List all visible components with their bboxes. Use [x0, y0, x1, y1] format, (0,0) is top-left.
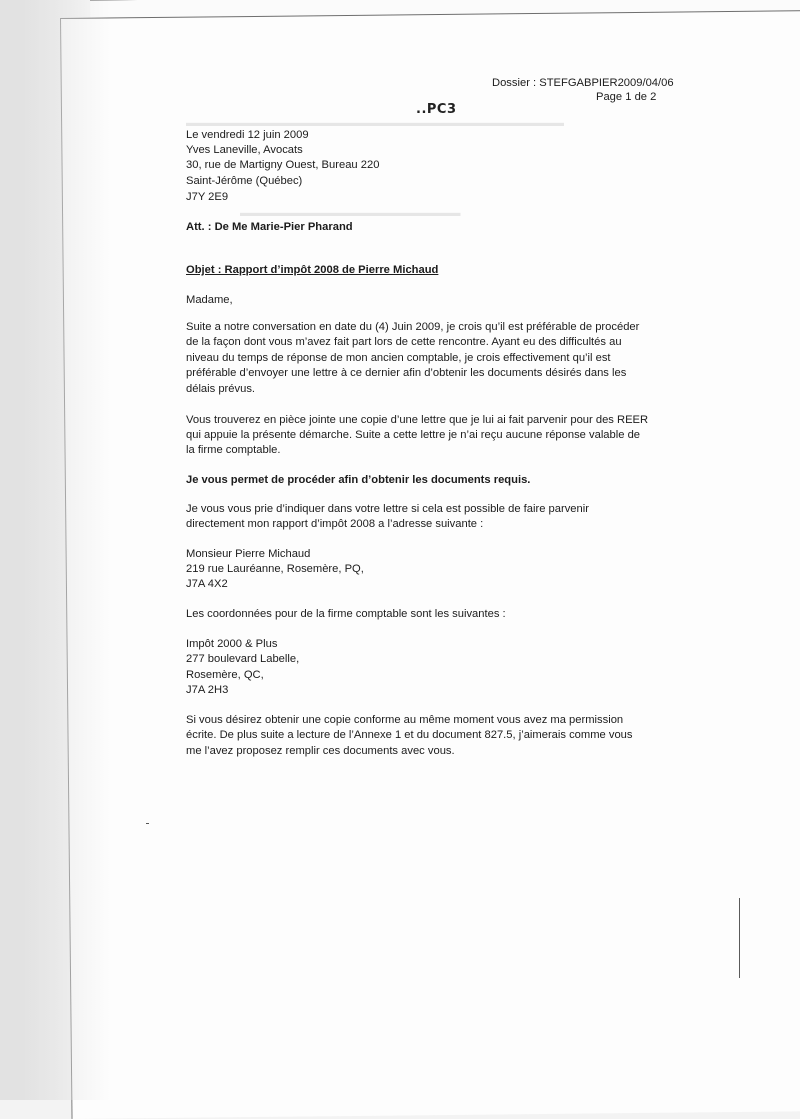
recipient-name: Monsieur Pierre Michaud	[186, 548, 311, 560]
permission-statement: Je vous permet de procéder afin d’obtenir les documents requis.	[186, 474, 531, 486]
paragraph-6-line: écrite. De plus suite a lecture de l’Annexe 1 et du document 827.5, j’aimerais comme vous	[186, 729, 633, 741]
salutation: Madame,	[186, 294, 233, 306]
firm-intro: Les coordonnées pour de la firme comptable sont les suivantes :	[186, 608, 506, 620]
firm-city: Rosemère, QC,	[186, 669, 264, 681]
paragraph-1-line: de la façon dont vous m’avez fait part lors de cette rencontre. Ayant eu des difficultés au	[186, 336, 622, 348]
firm-postal: J7A 2H3	[186, 684, 229, 696]
paragraph-2-line: qui appuie la présente démarche. Suite a cette lettre je n’ai reçu aucune réponse valable de	[186, 429, 641, 441]
recipient-postal: J7A 4X2	[186, 578, 228, 590]
paragraph-1-line: Suite a notre conversation en date du (4) Juin 2009, je crois qu’il est préférable de procéder	[186, 321, 640, 333]
sender-postal-code: J7Y 2E9	[186, 191, 229, 203]
paper-shadow	[0, 0, 110, 1100]
paragraph-4-line: directement mon rapport d’impôt 2008 a l’adresse suivante :	[186, 518, 484, 530]
sender-address-line-1: 30, rue de Martigny Ouest, Bureau 220	[186, 159, 380, 171]
subject-line: Objet : Rapport d’impôt 2008 de Pierre Michaud	[186, 264, 439, 276]
bleed-through-text: ▬▬▬▬▬▬▬▬▬▬▬▬▬▬▬▬▬▬▬▬▬	[240, 207, 461, 219]
paragraph-1-line: niveau du temps de réponse de mon ancien comptable, je crois effectivement qu’il est	[186, 352, 611, 364]
handwritten-annotation: ..PC3	[416, 102, 457, 117]
paragraph-2-line: la firme comptable.	[186, 444, 281, 456]
paragraph-1-line: préférable d’envoyer une lettre à ce dernier afin d’obtenir les documents désirés dans les	[186, 367, 627, 379]
paragraph-6-line: me l’avez proposez remplir ces documents avec vous.	[186, 745, 455, 757]
paragraph-4-line: Je vous vous prie d’indiquer dans votre lettre si cela est possible de faire parvenir	[186, 503, 589, 515]
scan-line-artifact	[739, 898, 740, 978]
attention-line: Att. : De Me Marie-Pier Pharand	[186, 221, 353, 233]
paragraph-2-line: Vous trouverez en pièce jointe une copie d’une lettre que je lui ai fait parvenir pour des REER	[186, 414, 649, 426]
letter-date: Le vendredi 12 juin 2009	[186, 129, 309, 141]
dossier-reference: Dossier : STEFGABPIER2009/04/06	[492, 77, 674, 89]
firm-street: 277 boulevard Labelle,	[186, 653, 300, 665]
sender-address-line-2: Saint-Jérôme (Québec)	[186, 175, 303, 187]
paragraph-1-line: délais prévus.	[186, 383, 256, 395]
sender-firm: Yves Laneville, Avocats	[186, 144, 303, 156]
paper-sheet	[60, 10, 800, 1119]
paragraph-6-line: Si vous désirez obtenir une copie conforme au même moment vous avez ma permission	[186, 714, 624, 726]
firm-name: Impôt 2000 & Plus	[186, 638, 278, 650]
page-number: Page 1 de 2	[596, 91, 657, 103]
bleed-through-text: ▬▬▬▬▬▬▬▬▬▬▬▬▬▬▬▬▬▬▬▬▬▬▬▬▬▬▬▬▬▬▬▬▬▬▬▬	[186, 117, 564, 129]
scan-speck	[146, 823, 149, 824]
recipient-street: 219 rue Lauréanne, Rosemère, PQ,	[186, 563, 364, 575]
